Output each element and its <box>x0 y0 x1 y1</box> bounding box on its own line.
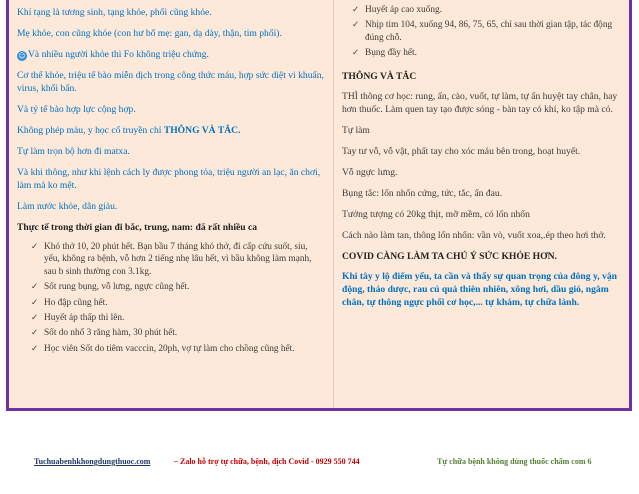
checklist-item: ✓ Huyết áp cao xuống. <box>350 4 623 16</box>
checklist-item: ✓ Khó thở 10, 20 phút hết. Bạn bầu 7 tháng khó thở, đi cấp cứu suốt, siu, yếu, không ra bệnh, vỗ hơn 2 tiếng nhẹ lâu hết, vì bầu không làm mạnh, sau b sinh thường con 3.1kg. <box>29 241 325 278</box>
checklist-item: ✓ Ho đập cũng hết. <box>29 297 325 309</box>
closing-paragraph: Khi tây y lộ điểm yếu, ta cần và thấy sự quan trọng của đông y, vận động, thảo dược, rau củ quả thiên nhiên, xông hơi, dầu gió, ngâm chân, tự thông ngực phổi cơ học,... tự khám, tự chữa lành. <box>342 270 617 308</box>
left-paragraph-8: Và khi thông, như khi lệnh cách ly được phong tỏa, triệu người an lạc, ăn chơi, làm mà ko mệt. <box>17 167 321 191</box>
left-section-heading: Thực tế trong thời gian đi bắc, trung, nam: đã rất nhiều ca <box>17 222 258 233</box>
left-paragraph-3-text: Và nhiều người khỏe thì Fo không triệu chứng. <box>28 49 209 60</box>
left-column <box>9 0 331 408</box>
footer-contact: – Zalo hỗ trợ tự chữa, bệnh, dịch Covid - 0929 550 744 <box>174 457 360 466</box>
content-frame <box>6 0 632 411</box>
thong-va-tac-emphasis: THÔNG VÀ TẮC. <box>163 125 241 136</box>
left-paragraph-1: Khí tạng là tương sinh, tạng khỏe, phổi cũng khỏe. <box>17 7 212 18</box>
left-paragraph-7: Tự làm trọn bộ hơn đi matxa. <box>17 146 130 157</box>
page-footer <box>0 456 639 468</box>
left-paragraph-2: Mẹ khỏe, con cũng khỏe (con hư bố mẹ: gan, dạ dày, thận, tim phổi). <box>17 28 282 39</box>
checklist-item: ✓ Bụng đầy hết. <box>350 47 623 59</box>
right-paragraph-2: Tự làm <box>342 124 370 136</box>
checklist-item: ✓ Sốt rung bụng, vỗ lưng, ngực cũng hết. <box>29 281 325 293</box>
left-paragraph-6 <box>17 124 325 137</box>
right-paragraph-6: Tưởng tượng có 20kg thịt, mỡ mềm, có lổn nhổn <box>342 208 530 220</box>
left-paragraph-9: Làm nước khỏe, dân giàu. <box>17 201 118 212</box>
thong-va-tac-heading: THÔNG VÀ TẮC <box>342 70 417 82</box>
right-paragraph-5: Bụng tắc: lổn nhổn cứng, tức, tắc, ấn đau. <box>342 187 503 199</box>
smiling-face-icon: ☺ <box>18 52 26 60</box>
right-paragraph-4: Vỗ ngực lưng. <box>342 166 398 178</box>
right-paragraph-1: THÌ thông cơ học: rung, ấn, cào, vuốt, tự làm, tự ấn huyệt tay chân, hay hơn thuốc. Làm quen tay tạo được sóng - bàn tay có khí, ko tập mà có. <box>342 90 618 115</box>
footer-site-link[interactable]: Tuchuabenhkhongdungthuoc.com <box>34 457 151 466</box>
checklist-item: ✓ Sốt do nhổ 3 răng hàm, 30 phút hết. <box>29 327 325 339</box>
right-column <box>333 0 629 408</box>
left-checklist <box>29 241 325 355</box>
left-paragraph-3 <box>17 48 325 61</box>
left-paragraph-5: Và tỷ tế bào hợp lực cộng hợp. <box>17 104 136 115</box>
checklist-item: ✓ Nhịp tim 104, xuống 94, 86, 75, 65, chỉ sau thời gian tập, tác động đúng chỗ. <box>350 19 623 44</box>
covid-heading: COVID CÀNG LÀM TA CHÚ Ý SỨC KHỎE HƠN. <box>342 250 557 262</box>
right-paragraph-3: Tay tư vỗ, vỗ vật, phất tay cho xóc máu bên trong, hoạt huyết. <box>342 145 581 157</box>
left-paragraph-4: Cơ thể khỏe, triệu tế bào miễn dịch trong công thức máu, hợp sức diệt vi khuẩn, virus, khối bẩn. <box>17 70 324 94</box>
left-paragraph-6-text: Không phép màu, y học cổ truyền chỉ <box>17 125 164 136</box>
right-paragraph-7: Cách nào làm tan, thông lổn nhổn: vần vò, vuốt xoa,.ép theo hơi thở. <box>342 229 606 241</box>
checklist-item: ✓ Học viên Sốt do tiêm vacccin, 20ph, vợ tự làm cho chồng cũng hết. <box>29 343 325 355</box>
checklist-item: ✓ Huyết áp thấp thì lên. <box>29 312 325 324</box>
footer-page-label: Tự chữa bệnh không dùng thuốc chấm com 6 <box>437 457 592 466</box>
right-checklist <box>350 4 623 60</box>
